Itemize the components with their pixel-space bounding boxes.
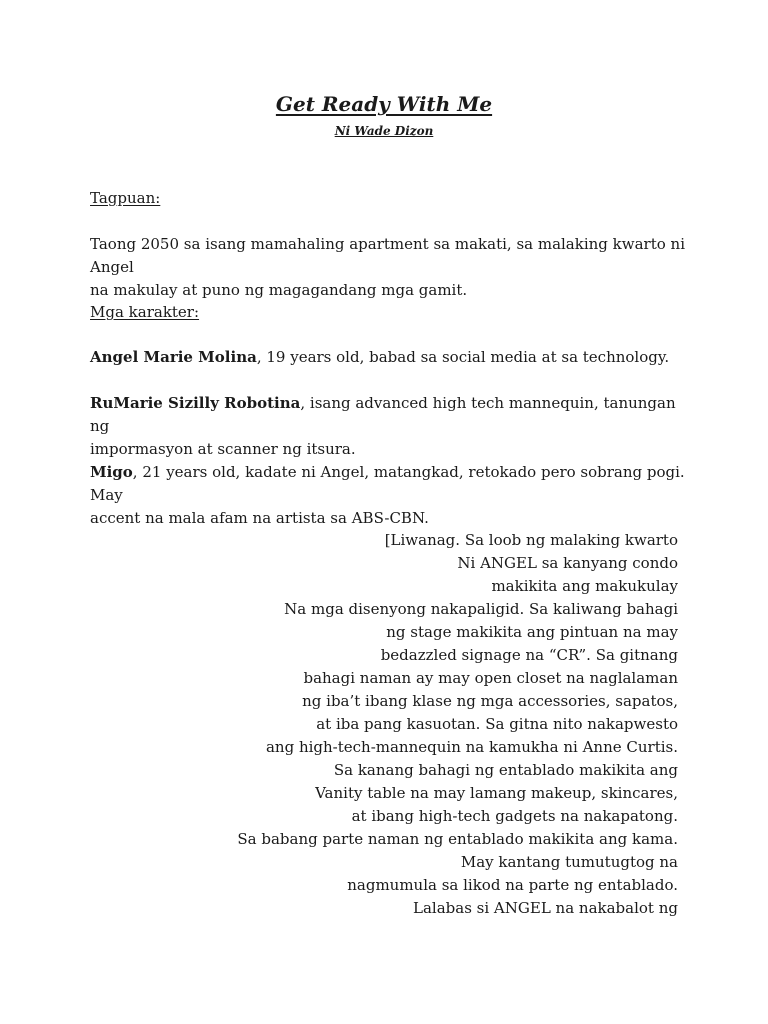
setting-line-1: Taong 2050 sa isang mamahaling apartment sa makati, sa malaking kwarto ni Angel xyxy=(90,235,685,276)
character-description-cont: impormasyon at scanner ng itsura. xyxy=(90,440,356,458)
stage-direction-line: at ibang high-tech gadgets na nakapatong. xyxy=(351,807,678,825)
setting-heading xyxy=(90,187,690,210)
stage-direction-line: bedazzled signage na “CR”. Sa gitnang xyxy=(380,646,678,664)
page-title: Get Ready With Me xyxy=(275,92,493,116)
character-description: , isang advanced high tech mannequin, tanungan ng xyxy=(90,394,676,435)
stage-direction-line: Lalabas si ANGEL na nakabalot ng xyxy=(413,899,678,917)
setting-description xyxy=(90,233,690,302)
character-description-cont: accent na mala afam na artista sa ABS-CBN. xyxy=(90,509,429,527)
stage-direction-line: ng stage makikita ang pintuan na may xyxy=(386,623,678,641)
stage-direction-line: Sa kanang bahagi ng entablado makikita ang xyxy=(333,761,678,779)
stage-direction-line: makikita ang makukulay xyxy=(491,577,678,595)
stage-direction-line: May kantang tumutugtog na xyxy=(460,853,678,871)
setting-heading-text: Tagpuan: xyxy=(90,189,161,207)
character-name: Migo xyxy=(90,463,133,481)
character-entry-migo xyxy=(90,461,690,530)
characters-heading-text: Mga karakter: xyxy=(90,303,200,321)
stage-directions xyxy=(218,529,678,920)
stage-direction-line: Na mga disenyong nakapaligid. Sa kaliwang bahagi xyxy=(284,600,678,618)
author-byline: Ni Wade Dizon xyxy=(334,124,434,138)
characters-heading xyxy=(90,301,690,324)
stage-direction-line: at iba pang kasuotan. Sa gitna nito nakapwesto xyxy=(316,715,678,733)
stage-direction-line: nagmumula sa likod na parte ng entablado. xyxy=(347,876,678,894)
stage-direction-line: ang high-tech-mannequin na kamukha ni Anne Curtis. xyxy=(265,738,678,756)
stage-direction-line: Ni ANGEL sa kanyang condo xyxy=(457,554,678,572)
setting-line-2: na makulay at puno ng magagandang mga gamit. xyxy=(90,281,468,299)
character-entry-rumarie xyxy=(90,392,690,461)
character-description: , 19 years old, babad sa social media at sa technology. xyxy=(256,348,670,366)
character-name: RuMarie Sizilly Robotina xyxy=(90,394,301,412)
stage-direction-line: bahagi naman ay may open closet na naglalaman xyxy=(303,669,678,687)
stage-direction-line: ng iba’t ibang klase ng mga accessories, sapatos, xyxy=(302,692,678,710)
character-name: Angel Marie Molina xyxy=(90,348,257,366)
character-entry-angel xyxy=(90,346,690,369)
stage-direction-line: [Liwanag. Sa loob ng malaking kwarto xyxy=(384,531,678,549)
stage-direction-line: Vanity table na may lamang makeup, skincares, xyxy=(315,784,678,802)
stage-direction-line: Sa babang parte naman ng entablado makikita ang kama. xyxy=(237,830,678,848)
character-description: , 21 years old, kadate ni Angel, matangkad, retokado pero sobrang pogi. May xyxy=(90,463,685,504)
